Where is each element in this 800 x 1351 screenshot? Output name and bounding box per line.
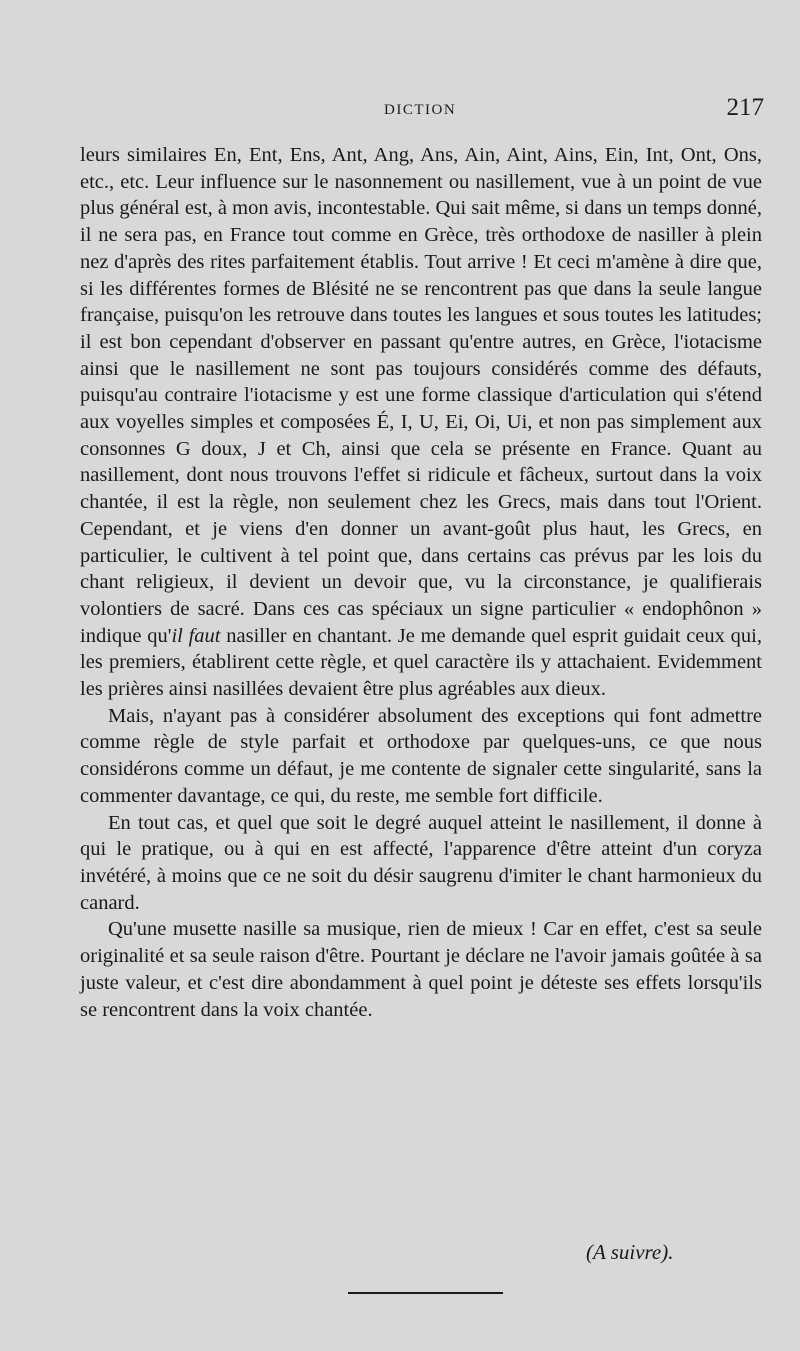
paragraph-2: Mais, n'ayant pas à considérer absolument des exceptions qui font admettre comme règle de style parfait et orthodoxe par quelques-uns, ce que nous considérons comme un défaut, je me contente de signaler cette singularité, sans la commenter davantage, ce qui, du reste, me semble fort difficile. (80, 704, 762, 807)
paragraph-1 (80, 142, 762, 703)
paragraph-1-emphasis: il faut (171, 624, 221, 647)
page-header (80, 94, 764, 124)
paragraph-3: En tout cas, et quel que soit le degré auquel atteint le nasillement, il donne à qui le pratique, ou à qui en est affecté, l'apparence d'être atteint d'un coryza invétéré, à moins que ce ne soit du désir saugrenu d'imiter le chant harmonieux du canard. (80, 811, 762, 914)
paragraph-1-text-a: leurs similaires En, Ent, Ens, Ant, Ang, Ans, Ain, Aint, Ains, Ein, Int, Ont, Ons, etc., etc. Leur influence sur le nasonnement ou nasillement, vue à un point de vue plus général est, à mon avis, incontestable. Qui sait même, si dans un temps donné, il ne sera pas, en France tout comme en Grèce, très orthodoxe de nasiller à plein nez d'après des rites parfaitement établis. Tout arrive ! Et ceci m'amène à dire que, si les différentes formes de Blésité ne se rencontrent pas que dans la seule langue française, puisqu'on les retrouve dans toutes les langues et sous toutes les latitudes; il est bon cependant d'observer en passant qu'entre autres, en Grèce, l'iotacisme ainsi que le nasillement ne sont pas toujours considérés comme des défauts, puisqu'au contraire l'iotacisme y est une forme classique d'articulation qui s'étend aux voyelles simples et composées É, I, U, Ei, Oi, Ui, et non pas simplement aux consonnes G doux, J et Ch, ainsi que cela se présente en France. Quant au nasillement, dont nous trouvons l'effet si ridicule et fâcheux, surtout dans la voix chantée, il est la règle, non seulement chez les Grecs, mais dans tout l'Orient. Cependant, et je viens d'en donner un avant-goût plus haut, les Grecs, en particulier, le cultivent à tel point que, dans certains cas prévus par les lois du chant religieux, il devient un devoir que, vu la circonstance, je qualifierais volontiers de sacré. Dans ces cas spéciaux un signe particulier « endophônon » indique qu' (80, 144, 762, 647)
signoff-text: (A suivre). (586, 1240, 674, 1264)
paragraph-1-text-b: nasiller en chantant. Je me demande quel esprit guidait ceux qui, les premiers, établirent cette règle, et quel caractère ils y attachaient. Evidemment les prières ainsi nasillées devaient être plus agréables aux dieux. (80, 624, 762, 701)
paragraph-4: Qu'une musette nasille sa musique, rien de mieux ! Car en effet, c'est sa seule originalité et sa seule raison d'être. Pourtant je déclare ne l'avoir jamais goûtée à sa juste valeur, et c'est dire abondamment à quel point je déteste ses effets lorsqu'ils se rencontrent dans la voix chantée. (80, 918, 762, 1021)
running-title: DICTION (384, 102, 457, 118)
body-text (80, 142, 762, 1023)
page-number: 217 (726, 94, 764, 121)
to-be-continued (586, 1240, 673, 1265)
end-rule (348, 1292, 503, 1294)
